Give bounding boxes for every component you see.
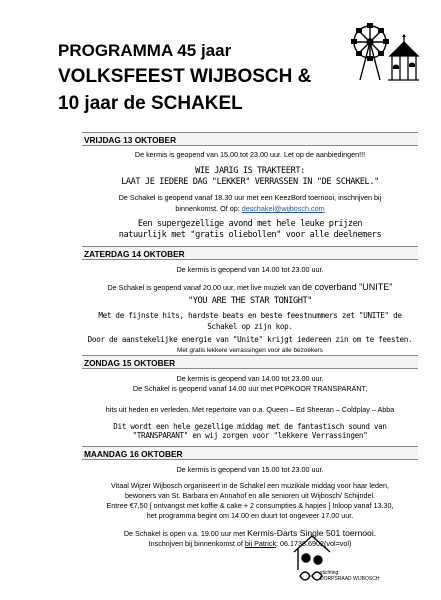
dorpsraad-logo-text: [320, 570, 379, 583]
ferris-wheel-carousel-icon: [348, 22, 420, 86]
section-header-monday: MAANDAG 16 OKTOBER: [82, 446, 418, 460]
monday-residents-line: bewoners van St. Barbara en Annahof en alle senioren uit Wijbosch/ Schijndel.: [124, 491, 376, 500]
section-header-saturday: ZATERDAG 14 OKTOBER: [82, 246, 418, 260]
sunday-repertoire-line: hits uit heden en verleden. Met repertoire van o.a. Queen – Ed Sheeran – Coldplay – Abba: [105, 405, 395, 414]
section-header-sunday: ZONDAG 15 OKTOBER: [82, 355, 418, 369]
monday-darts-text: De Schakel is open v.a. 19.00 uur met: [123, 529, 248, 538]
sunday-sound-line: Dit wordt een hele gezellige middag met de fantastisch sound van: [113, 422, 387, 431]
monday-program-line: het programma begint om 14.00 en duurt tot ongeveer 17.00 uur.: [146, 511, 354, 520]
friday-signup-line: [82, 205, 418, 214]
sunday-choir-line: De Schakel is geopend vanaf 14.00 uur met POPKOOR TRANSPARANT,: [132, 384, 368, 393]
saturday-hits-line: Met de fijnste hits, hardste beats en beste feestnummers zet "UNITE" de: [98, 311, 402, 320]
saturday-slogan: "YOU ARE THE STAR TONIGHT": [187, 296, 313, 306]
program-title: [58, 42, 311, 113]
friday-signup-text: binnenkomst. Of op:: [175, 204, 242, 213]
friday-surprise-line: LAAT JE IEDERE DAG "LEKKER" VERRASSEN IN "DE SCHAKEL.": [121, 177, 379, 187]
saturday-music-text: De Schakel is geopend vanaf 20.00 uur, met live muziek van: [107, 283, 303, 292]
monday-signup-patrick: bij Patrick: [244, 539, 277, 548]
saturday-music-line: [82, 282, 418, 293]
friday-prizes-line: Een supergezellige avond met hele leuke prijzen: [137, 219, 363, 229]
sunday-surprises-line: "TRANSPARANT" en wij zorgen voor "lekkere Verrassingen": [132, 431, 368, 440]
monday-signup-phone: : 06.1738.6902(vol=vol): [276, 539, 352, 548]
title-line-1: PROGRAMMA 45 jaar: [58, 41, 232, 60]
title-line-3: 10 jaar de SCHAKEL: [58, 93, 243, 114]
email-link[interactable]: deschakel@wijbosch.com: [241, 204, 325, 213]
friday-oliebollen-line: natuurlijk met "gratis oliebollen" voor alle deelnemers: [118, 230, 382, 240]
monday-vitaal-line: Vitaal Wijzer Wijbosch organiseert in de Schakel een muzikale middag voor haar leden,: [111, 481, 389, 490]
logo-line-1: stichting: [320, 570, 339, 576]
title-line-2: VOLKSFEEST WIJBOSCH &: [58, 66, 312, 87]
saturday-band-name: de coverband "UNITE": [302, 282, 393, 292]
friday-fair-hours: De kermis is geopend van 15.00 tot 23.00 uur. Let op de aanbiedingen!!!: [134, 150, 366, 159]
monday-darts-tournament: Kermis-Darts Single 501 toernooi.: [247, 528, 377, 538]
dorpsraad-logo: [290, 530, 410, 594]
saturday-schakel-line: Schakel op zijn kop.: [207, 322, 293, 331]
saturday-energy-line: Door de aanstekelijke energie van "Unite" krijgt iedereen zin om te feesten.: [87, 335, 413, 344]
saturday-surprises-line: Met gratis lekkere verrassingen voor alle bezoekers: [177, 347, 323, 354]
sunday-fair-hours: De kermis is geopend van 14.00 tot 23.00 uur.: [176, 374, 324, 383]
friday-birthday-line: WIE JARIG IS TRAKTEERT:: [195, 166, 305, 176]
section-header-friday: VRIJDAG 13 OKTOBER: [82, 132, 418, 146]
saturday-fair-hours: De kermis is geopend van 14.00 tot 23.00 uur.: [176, 265, 324, 274]
monday-signup-text: Inschrijven bij binnenkomst of: [148, 539, 245, 548]
friday-keezbord-line: De Schakel is geopend vanaf 18.30 uur met een KeezBord toernooi, inschrijven bij: [118, 193, 382, 202]
monday-fair-hours: De kermis is geopend van 15.00 tot 23.00 uur.: [176, 465, 324, 474]
logo-line-2: DORPSRAAD WIJBOSCH: [320, 576, 380, 583]
monday-entree-line: Entree €7,50 [ ontvangst met koffie & cake + 2 consumpties & hapjes ] Inloop vanaf 13.30,: [106, 501, 394, 510]
